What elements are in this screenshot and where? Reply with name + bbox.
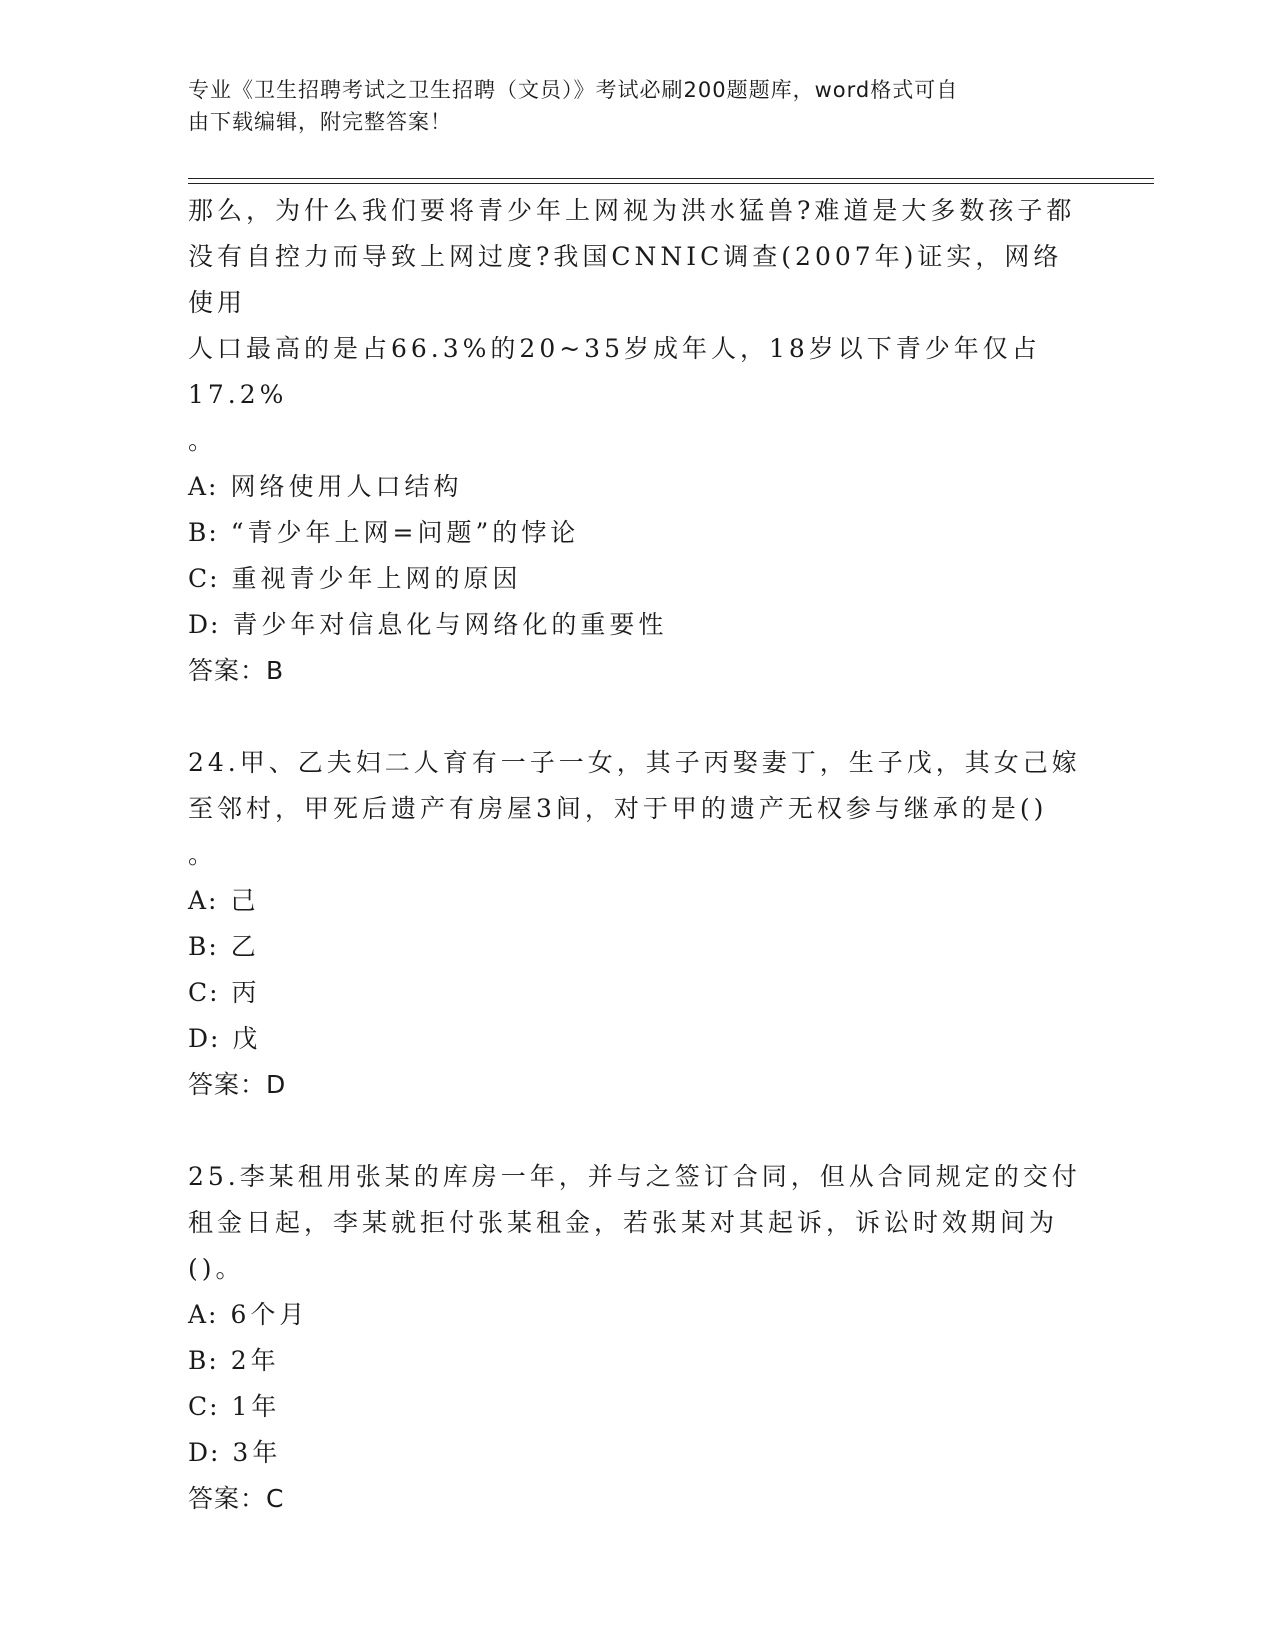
option-letter: D: bbox=[188, 1024, 221, 1053]
header-divider-top bbox=[188, 178, 1154, 179]
question-stem-line: 那么，为什么我们要将青少年上网视为洪水猛兽?难道是大多数孩子都 bbox=[188, 196, 1076, 225]
option-c bbox=[188, 1384, 1088, 1430]
option-text: 3年 bbox=[232, 1438, 282, 1467]
answer-line: 答案：B bbox=[188, 656, 285, 685]
option-letter: C: bbox=[188, 564, 220, 593]
option-c bbox=[188, 970, 1088, 1016]
answer-line: 答案：D bbox=[188, 1070, 287, 1099]
question-block-24 bbox=[188, 740, 1088, 1108]
option-text: 青少年对信息化与网络化的重要性 bbox=[232, 610, 668, 639]
spacer bbox=[188, 694, 1088, 740]
option-letter: C: bbox=[188, 1392, 220, 1421]
question-stem-line: 至邻村，甲死后遗产有房屋3间，对于甲的遗产无权参与继承的是() bbox=[188, 794, 1048, 823]
question-stem-line: 。 bbox=[188, 426, 218, 455]
option-b bbox=[188, 924, 1088, 970]
option-d bbox=[188, 1016, 1088, 1062]
option-text: 1年 bbox=[231, 1392, 281, 1421]
option-letter: D: bbox=[188, 1438, 221, 1467]
option-letter: C: bbox=[188, 978, 220, 1007]
option-letter: A: bbox=[188, 1300, 219, 1329]
question-stem-line: 。 bbox=[188, 840, 218, 869]
option-a bbox=[188, 464, 1088, 510]
option-letter: A: bbox=[188, 886, 219, 915]
option-letter: D: bbox=[188, 610, 221, 639]
option-b bbox=[188, 510, 1088, 556]
option-text: 戊 bbox=[232, 1024, 262, 1053]
question-stem-line: 24.甲、乙夫妇二人育有一子一女，其子丙娶妻丁，生子戊，其女己嫁 bbox=[188, 748, 1081, 777]
question-stem-line: ()。 bbox=[188, 1254, 245, 1283]
option-letter: B: bbox=[188, 1346, 219, 1375]
option-text: 6个月 bbox=[230, 1300, 309, 1329]
header-line-1: 专业《卫生招聘考试之卫生招聘（文员）》考试必刷200题题库，word格式可自 bbox=[188, 78, 959, 102]
option-text: 重视青少年上网的原因 bbox=[231, 564, 522, 593]
spacer bbox=[188, 1108, 1088, 1154]
option-d bbox=[188, 602, 1088, 648]
option-c bbox=[188, 556, 1088, 602]
option-letter: B: bbox=[188, 518, 219, 547]
question-block-prev bbox=[188, 188, 1088, 694]
option-text: 2年 bbox=[230, 1346, 280, 1375]
option-text: 丙 bbox=[231, 978, 261, 1007]
option-b bbox=[188, 1338, 1088, 1384]
question-block-25 bbox=[188, 1154, 1088, 1522]
header-divider-bottom bbox=[188, 183, 1154, 184]
option-letter: A: bbox=[188, 472, 219, 501]
option-letter: B: bbox=[188, 932, 219, 961]
option-a bbox=[188, 1292, 1088, 1338]
answer-line: 答案：C bbox=[188, 1484, 285, 1513]
option-text: 网络使用人口结构 bbox=[230, 472, 463, 501]
question-stem-line: 没有自控力而导致上网过度?我国CNNIC调查(2007年)证实，网络使用 bbox=[188, 242, 1063, 317]
option-a bbox=[188, 878, 1088, 924]
option-d bbox=[188, 1430, 1088, 1476]
header-line-2: 由下载编辑，附完整答案！ bbox=[188, 110, 452, 134]
option-text: 己 bbox=[230, 886, 260, 915]
question-stem-line: 人口最高的是占66.3%的20~35岁成年人，18岁以下青少年仅占17.2% bbox=[188, 334, 1041, 409]
document-header bbox=[188, 74, 1068, 138]
option-text: “青少年上网=问题”的悖论 bbox=[230, 518, 580, 547]
question-stem-line: 25.李某租用张某的库房一年，并与之签订合同，但从合同规定的交付 bbox=[188, 1162, 1081, 1191]
document-body bbox=[188, 188, 1088, 1522]
question-stem-line: 租金日起，李某就拒付张某租金，若张某对其起诉，诉讼时效期间为 bbox=[188, 1208, 1059, 1237]
option-text: 乙 bbox=[230, 932, 260, 961]
